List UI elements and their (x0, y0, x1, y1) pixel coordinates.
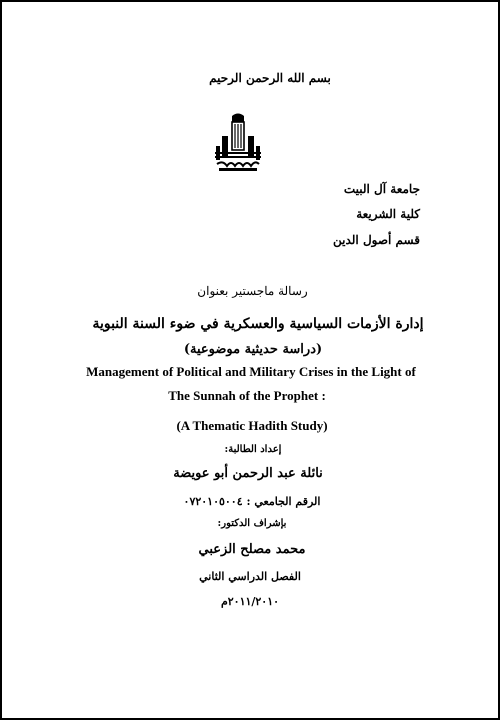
university-name: جامعة آل البيت (343, 182, 420, 196)
semester: الفصل الدراسي الثاني (199, 570, 301, 583)
basmala: بسم الله الرحمن الرحيم (209, 71, 331, 85)
academic-year: ٢٠١١/٢٠١٠م (220, 595, 280, 608)
thesis-title-english-line1: Management of Political and Military Crises in the Light of (86, 364, 416, 379)
department-name: قسم أصول الدين (333, 233, 420, 247)
thesis-title-arabic: إدارة الأزمات السياسية والعسكرية في ضوء السنة النبوية (92, 316, 424, 332)
university-logo-icon (213, 112, 263, 174)
student-id: الرقم الجامعي : ٠٧٢٠١٠٥٠٠٤ (183, 495, 321, 508)
thesis-subtitle-english: (A Thematic Hadith Study) (176, 418, 328, 433)
faculty-name: كلية الشريعة (356, 207, 420, 221)
supervisor-name: محمد مصلح الزعبي (198, 542, 306, 557)
supervisor-label: بإشراف الدكتور: (217, 518, 287, 529)
thesis-title-english-line2: The Sunnah of the Prophet : (168, 388, 326, 403)
thesis-label: رسالة ماجستير بعنوان (197, 284, 308, 298)
student-name: نائلة عبد الرحمن أبو عويضة (173, 466, 323, 481)
student-label: إعداد الطالبة: (224, 444, 282, 455)
thesis-subtitle-arabic: (دراسة حديثية موضوعية) (183, 342, 323, 357)
